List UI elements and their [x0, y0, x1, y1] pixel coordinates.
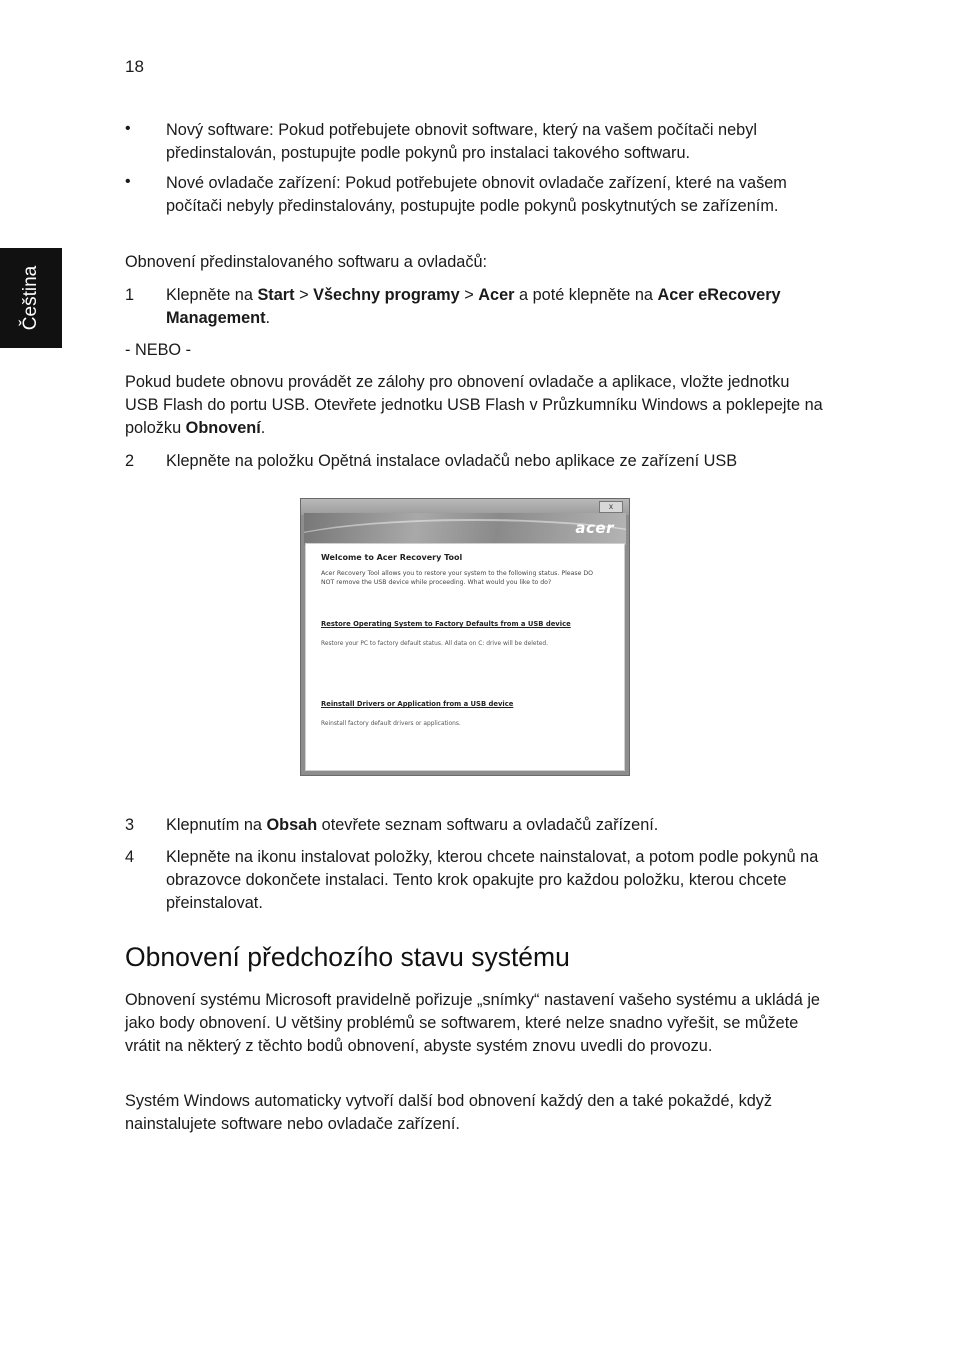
bullet-mark: • — [125, 173, 131, 190]
recovery-description: Acer Recovery Tool allows you to restore your system to the following status. Please DO NOT remove the USB device while proceeding. What would you like to do? — [321, 570, 594, 586]
step-2-text: Klepněte na položku Opětná instalace ovladačů nebo aplikace ze zařízení USB — [166, 452, 738, 470]
acer-banner — [304, 513, 626, 545]
bullet-mark: • — [125, 120, 131, 137]
bullet-item: Nový software: Pokud potřebujete obnovit software, který na vašem počítači nebyl předinstalován, postupujte podle pokynů pro instalaci takového softwaru. — [166, 121, 757, 162]
recovery-tool-screenshot — [300, 498, 630, 776]
step-number: 3 — [125, 816, 135, 834]
intro-text: Obnovení předinstalovaného softwaru a ovladačů: — [125, 253, 488, 271]
restore-os-link[interactable]: Restore Operating System to Factory Defaults from a USB device — [321, 620, 571, 628]
step-number: 1 — [125, 286, 135, 304]
step-number: 2 — [125, 452, 135, 470]
step-3-text: Klepnutím na Obsah otevřete seznam softwaru a ovladačů zařízení. — [166, 816, 659, 834]
reinstall-drivers-link[interactable]: Reinstall Drivers or Application from a USB device — [321, 700, 514, 708]
recovery-title: Welcome to Acer Recovery Tool — [321, 553, 463, 562]
section-paragraph: Systém Windows automaticky vytvoří další bod obnovení každý den a také pokaždé, když nainstalujete software nebo ovladače zařízení. — [125, 1092, 773, 1133]
step-number: 4 — [125, 848, 135, 866]
close-icon[interactable]: x — [599, 501, 623, 513]
acer-logo: acer — [575, 519, 614, 537]
recovery-panel — [305, 543, 625, 771]
section-heading: Obnovení předchozího stavu systému — [125, 942, 570, 972]
language-tab-label: Čeština — [20, 265, 41, 331]
section-paragraph: Obnovení systému Microsoft pravidelně pořizuje „snímky“ nastavení vašeho systému a ukládá je jako body obnovení. U většiny problémů se softwarem, které nelze snadno vyřešit, se můžete vrátit na některý z těchto bodů obnovení, abyste systém znovu uvedli do provozu. — [125, 991, 820, 1055]
step-1-text: Klepněte na Start > Všechny programy > Acer a poté klepněte na Acer eRecovery Management. — [166, 286, 781, 327]
step-4-text: Klepněte na ikonu instalovat položky, kterou chcete nainstalovat, a potom podle pokynů na obrazovce dokončete instalaci. Tento krok opakujte pro každou položku, kterou chcete přeinstalovat. — [166, 848, 819, 912]
nebo-separator: - NEBO - — [125, 341, 192, 359]
reinstall-drivers-description: Reinstall factory default drivers or applications. — [321, 721, 461, 727]
bullet-item: Nové ovladače zařízení: Pokud potřebujete obnovit ovladače zařízení, které na vašem počítači nebyly předinstalovány, postupujte podle pokynů poskytnutých se zařízením. — [166, 174, 787, 215]
usb-paragraph: Pokud budete obnovu provádět ze zálohy pro obnovení ovladače a aplikace, vložte jednotku USB Flash do portu USB. Otevřete jednotku USB Flash v Průzkumníku Windows a poklepejte na položku Obnovení. — [125, 373, 823, 437]
language-tab — [0, 248, 62, 348]
page-number: 18 — [125, 57, 144, 76]
restore-os-description: Restore your PC to factory default status. All data on C: drive will be deleted. — [321, 641, 549, 647]
